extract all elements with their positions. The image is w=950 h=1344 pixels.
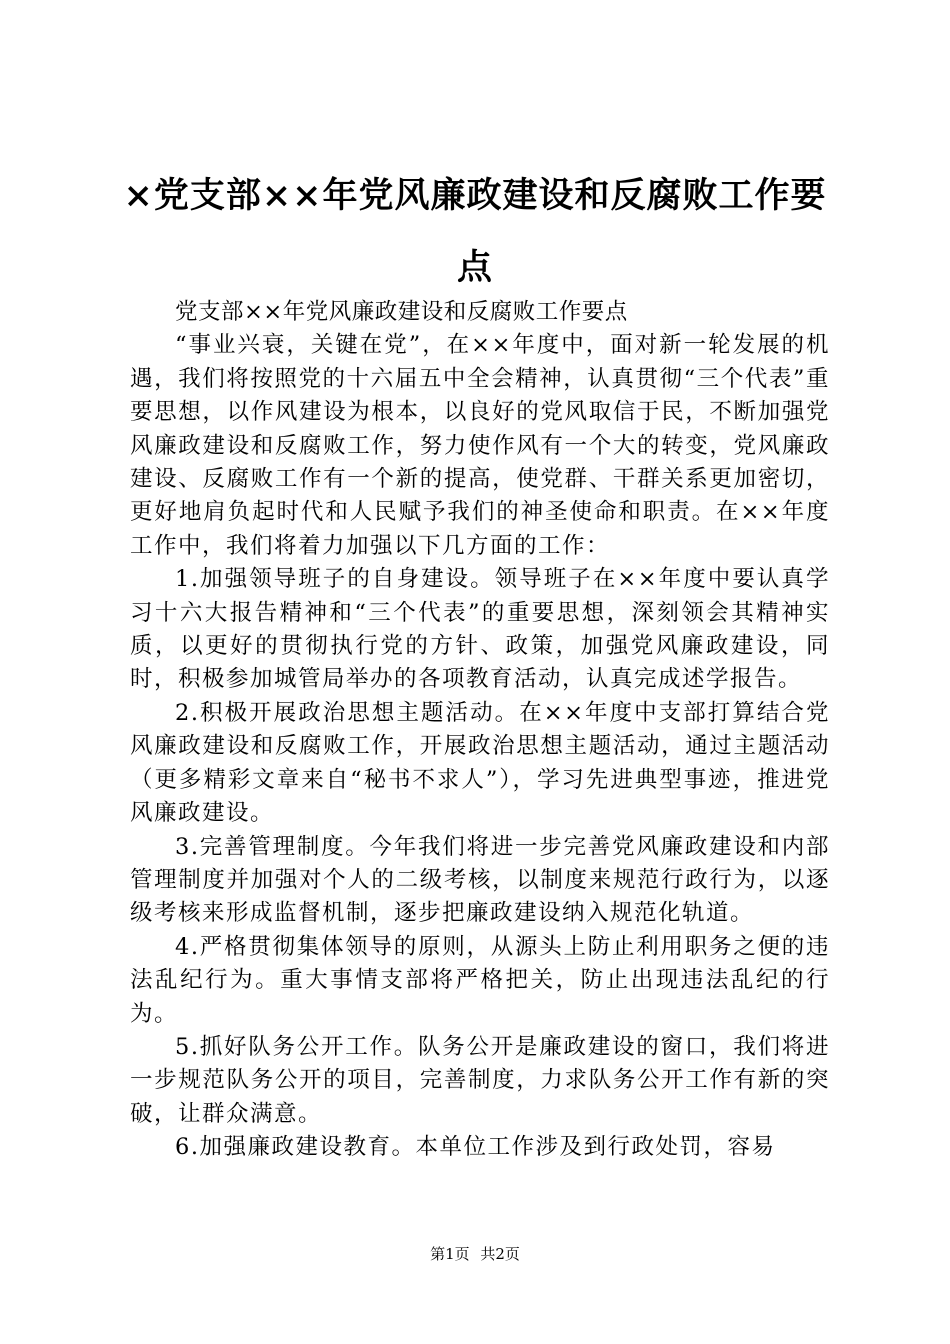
page-footer — [0, 1244, 950, 1264]
item-paragraph-6: 6.加强廉政建设教育。本单位工作涉及到行政处罚，容易 — [175, 1134, 776, 1161]
item-paragraph-3: 3.完善管理制度。今年我们将进一步完善党风廉政建设和内部管理制度并加强对个人的二级考核，以制度来规范行政行为，以逐级考核来形成监督机制，逐步把廉政建设纳入规范化轨道。 — [130, 833, 830, 927]
item-paragraph-1: 1.加强领导班子的自身建设。领导班子在××年度中要认真学习十六大报告精神和“三个代表”的重要思想，深刻领会其精神实质，以更好的贯彻执行党的方针、政策，加强党风廉政建设，同时，积极参加城管局举办的各项教育活动，认真完成述学报告。 — [130, 566, 830, 693]
intro-paragraph: “事业兴衰，关键在党”，在××年度中，面对新一轮发展的机遇，我们将按照党的十六届五中全会精神，认真贯彻“三个代表”重要思想，以作风建设为根本，以良好的党风取信于民，不断加强党风廉政建设和反腐败工作，努力使作风有一个大的转变，党风廉政建设、反腐败工作有一个新的提高，使党群、干群关系更加密切，更好地肩负起时代和人民赋予我们的神圣使命和职责。在××年度工作中，我们将着力加强以下几方面的工作： — [130, 332, 830, 559]
item-paragraph-4: 4.严格贯彻集体领导的原则，从源头上防止利用职务之便的违法乱纪行为。重大事情支部将严格把关，防止出现违法乱纪的行为。 — [130, 933, 830, 1027]
item-paragraph-2: 2.积极开展政治思想主题活动。在××年度中支部打算结合党风廉政建设和反腐败工作，开展政治思想主题活动，通过主题活动（更多精彩文章来自“秘书不求人”），学习先进典型事迹，推进党风廉政建设。 — [130, 699, 830, 827]
document-title: ×党支部××年党风廉政建设和反腐败工作要点 — [123, 175, 827, 288]
page-number: 第1页 — [430, 1245, 470, 1263]
page-total: 共2页 — [480, 1245, 520, 1263]
document-body — [130, 296, 830, 1165]
subtitle-paragraph: 党支部××年党风廉政建设和反腐败工作要点 — [175, 299, 628, 325]
item-paragraph-5: 5.抓好队务公开工作。队务公开是廉政建设的窗口，我们将进一步规范队务公开的项目，完善制度，力求队务公开工作有新的突破，让群众满意。 — [130, 1033, 830, 1127]
